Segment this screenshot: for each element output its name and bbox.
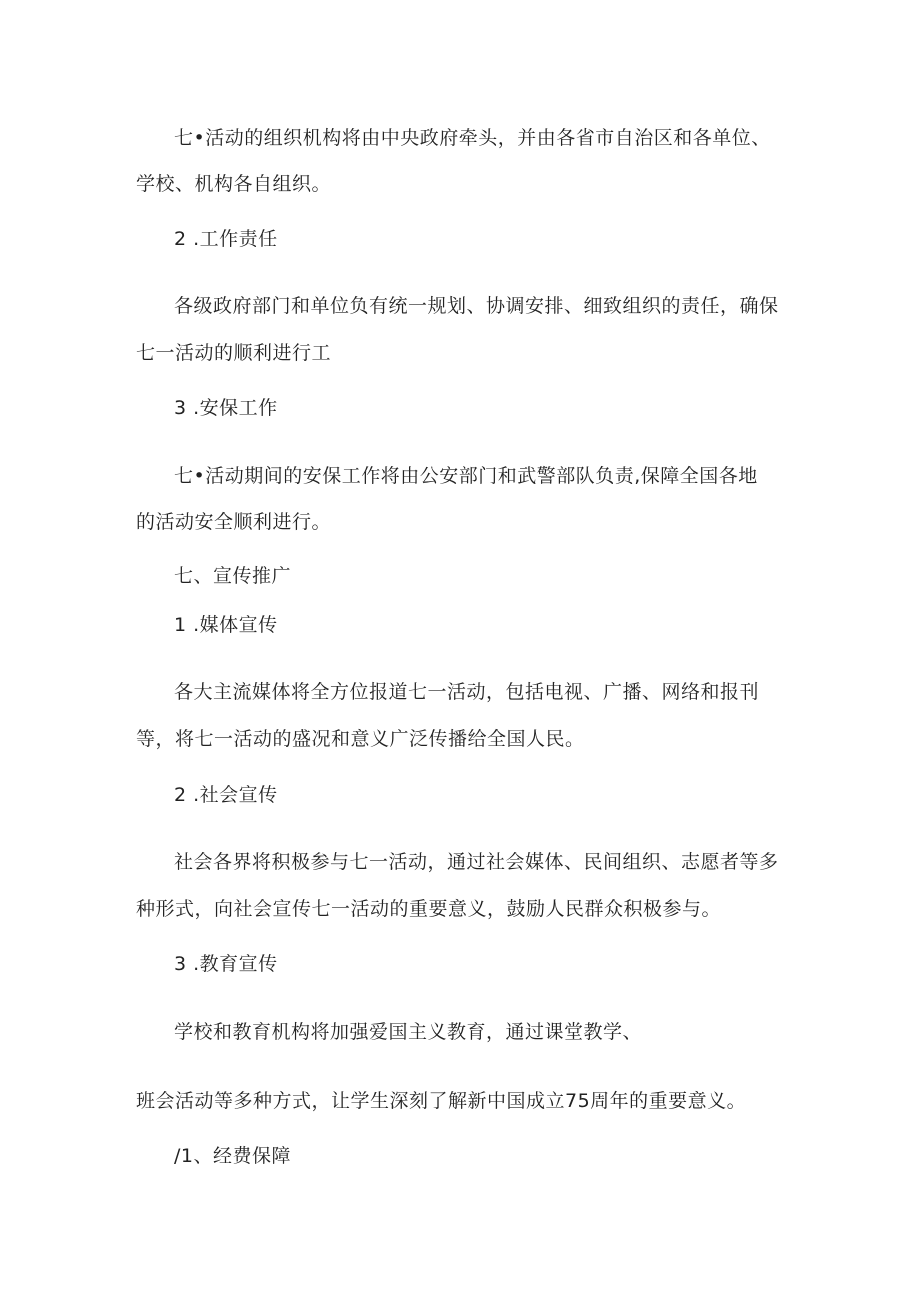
heading-education-publicity: 3 .教育宣传 — [174, 953, 278, 975]
heading-work-responsibility: 2 .工作责任 — [174, 228, 278, 250]
paragraph-security-line-1: 七•活动期间的安保工作将由公安部门和武警部队负责,保障全国各地 — [174, 465, 758, 487]
paragraph-media-line-1: 各大主流媒体将全方位报道七一活动，包括电视、广播、网络和报刊 — [174, 681, 760, 703]
paragraph-education-line-2: 班会活动等多种方式，让学生深刻了解新中国成立75周年的重要意义。 — [136, 1090, 747, 1112]
paragraph-social-line-2: 种形式，向社会宣传七一活动的重要意义，鼓励人民群众积极参与。 — [136, 898, 722, 920]
paragraph-security-line-2: 的活动安全顺利进行。 — [136, 511, 332, 533]
heading-security-work: 3 .安保工作 — [174, 397, 278, 419]
paragraph-education-line-1: 学校和教育机构将加强爱国主义教育，通过课堂教学、 — [174, 1021, 643, 1043]
section-heading-funding: /1、经费保障 — [174, 1145, 291, 1167]
section-heading-publicity: 七、宣传推广 — [174, 565, 292, 587]
paragraph-media-line-2: 等，将七一活动的盛况和意义广泛传播给全国人民。 — [136, 728, 585, 750]
paragraph-organization-line-2: 学校、机构各自组织。 — [136, 173, 332, 195]
paragraph-organization-line-1: 七•活动的组织机构将由中央政府牵头，并由各省市自治区和各单位、 — [174, 127, 771, 149]
paragraph-social-line-1: 社会各界将积极参与七一活动，通过社会媒体、民间组织、志愿者等多 — [174, 851, 779, 873]
heading-media-publicity: 1 .媒体宣传 — [174, 614, 278, 636]
paragraph-responsibility-line-1: 各级政府部门和单位负有统一规划、协调安排、细致组织的责任，确保 — [174, 295, 779, 317]
paragraph-responsibility-line-2: 七一活动的顺利进行工 — [136, 342, 332, 364]
heading-social-publicity: 2 .社会宣传 — [174, 784, 278, 806]
